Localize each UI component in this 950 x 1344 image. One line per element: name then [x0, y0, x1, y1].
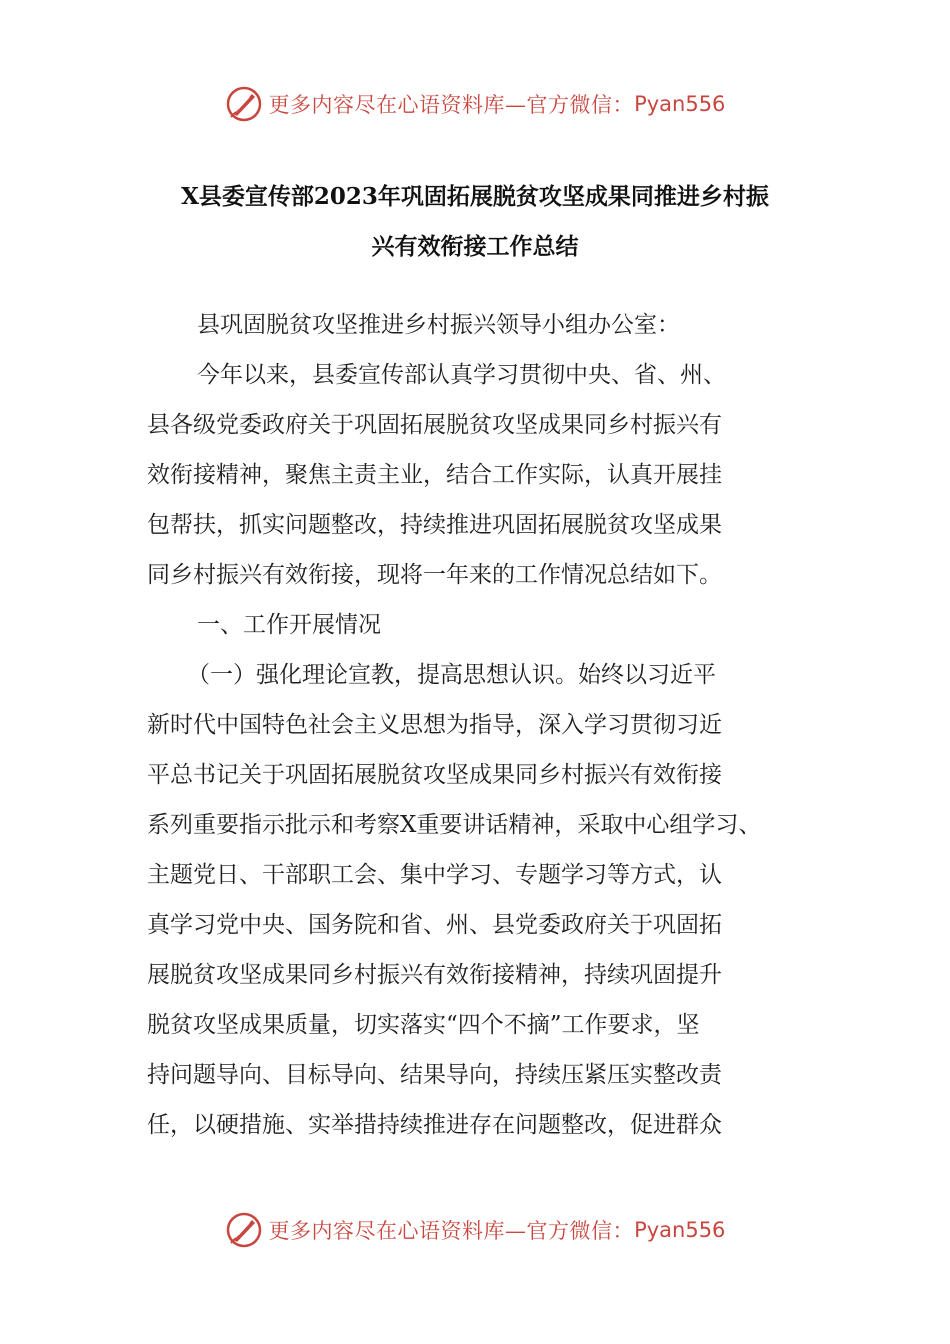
- quill-pen-logo-icon: [225, 1211, 263, 1249]
- paragraph-line: 平总书记关于巩固拓展脱贫攻坚成果同乡村振兴有效衔接: [147, 762, 722, 788]
- document-title: [60, 172, 890, 272]
- watermark-text: 更多内容尽在心语资料库—官方微信：: [268, 1219, 635, 1243]
- watermark-banner-bottom: [0, 1208, 950, 1252]
- addressee-line: 县巩固脱贫攻坚推进乡村振兴领导小组办公室：: [197, 312, 680, 338]
- paragraph-line: 持问题导向、目标导向、结果导向，持续压紧压实整改责: [147, 1062, 722, 1088]
- paragraph-line: 任，以硬措施、实举措持续推进存在问题整改，促进群众: [147, 1112, 722, 1138]
- watermark-text: 更多内容尽在心语资料库—官方微信：: [268, 93, 635, 117]
- section-heading: 一、工作开展情况: [197, 612, 381, 638]
- title-line-2: 兴有效衔接工作总结: [371, 233, 579, 260]
- quill-pen-logo-icon: [225, 85, 263, 123]
- paragraph-line: 今年以来，县委宣传部认真学习贯彻中央、省、州、: [197, 362, 726, 388]
- watermark-wechat-id: Pyan556: [634, 1218, 726, 1242]
- paragraph-line: 新时代中国特色社会主义思想为指导，深入学习贯彻习近: [147, 712, 722, 738]
- paragraph-line: 县各级党委政府关于巩固拓展脱贫攻坚成果同乡村振兴有: [147, 412, 722, 438]
- paragraph-line: 真学习党中央、国务院和省、州、县党委政府关于巩固拓: [147, 912, 722, 938]
- title-line-1: X县委宣传部2023年巩固拓展脱贫攻坚成果同推进乡村振: [181, 183, 769, 210]
- paragraph-line: 主题党日、干部职工会、集中学习、专题学习等方式，认: [147, 862, 722, 888]
- paragraph-line: 展脱贫攻坚成果同乡村振兴有效衔接精神，持续巩固提升: [147, 962, 722, 988]
- paragraph-line: 同乡村振兴有效衔接，现将一年来的工作情况总结如下。: [147, 562, 722, 588]
- paragraph-line: 包帮扶，抓实问题整改，持续推进巩固拓展脱贫攻坚成果: [147, 512, 722, 538]
- paragraph-line: 脱贫攻坚成果质量，切实落实“四个不摘”工作要求，坚: [147, 1012, 700, 1038]
- document-body: [147, 300, 827, 1150]
- watermark-banner-top: [0, 82, 950, 126]
- watermark-wechat-id: Pyan556: [634, 92, 726, 116]
- paragraph-line: 系列重要指示批示和考察X重要讲话精神，采取中心组学习、: [147, 812, 762, 838]
- subsection-line: （一）强化理论宣教，提高思想认识。始终以习近平: [187, 662, 716, 688]
- paragraph-line: 效衔接精神，聚焦主责主业，结合工作实际，认真开展挂: [147, 462, 722, 488]
